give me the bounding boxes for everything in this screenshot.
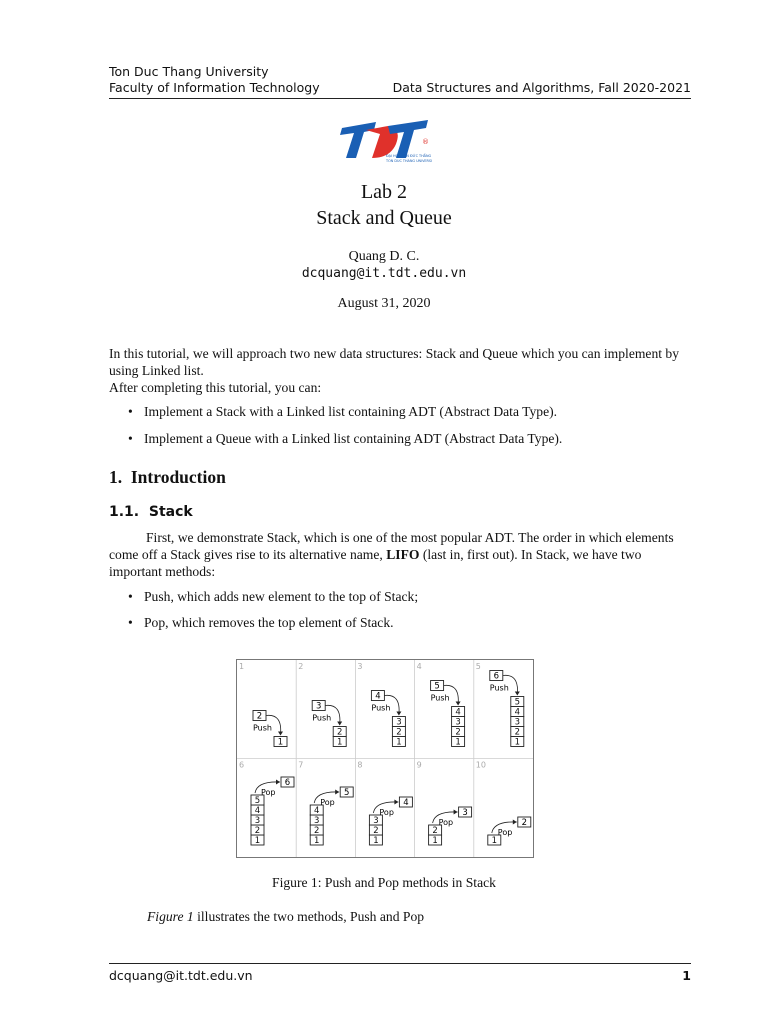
- stack-box-label: 5: [254, 796, 261, 806]
- stack-box-label: 2: [336, 727, 343, 738]
- logo-subtitle-2: TON DUC THANG UNIVERSITY: [386, 159, 432, 163]
- subsection-heading: [109, 504, 193, 520]
- bullet-dot: •: [128, 431, 133, 446]
- panel-9: [417, 761, 472, 847]
- pop-label: Pop: [497, 828, 513, 837]
- stack-bullet-2: [128, 615, 394, 631]
- section-heading: [109, 467, 226, 488]
- logo-subtitle-1: ĐẠI HỌC TÔN ĐỨC THẮNG: [386, 154, 432, 158]
- panel-number: 8: [357, 760, 363, 770]
- panel-3: [357, 662, 405, 748]
- stack-box-label: 1: [277, 737, 284, 748]
- intro-bullet-1: [128, 404, 558, 420]
- stack-box-label: 1: [432, 836, 438, 846]
- logo-registered-mark: ®: [422, 138, 429, 146]
- author-name: Quang D. C.: [348, 249, 420, 264]
- header-university: Ton Duc Thang University: [109, 64, 269, 79]
- stack-bullet-1: [128, 589, 419, 605]
- stack-box-label: 4: [455, 707, 461, 718]
- stack-box-label: 3: [254, 816, 261, 826]
- stack-paragraph-part1: First, we demonstrate Stack, which is one of the most popular ADT. The order in which elements come off a Stack gives rise to its alternative name,: [109, 530, 674, 562]
- popped-item-label: 4: [403, 798, 409, 808]
- stack-box-label: 2: [455, 727, 461, 738]
- tdt-logo-graphic: [336, 118, 432, 164]
- push-arrowhead: [515, 692, 520, 696]
- popped-item-label: 2: [521, 818, 528, 828]
- panel-10: [476, 761, 531, 847]
- intro-after: After completing this tutorial, you can:: [109, 380, 322, 395]
- stack-box-label: 2: [514, 727, 521, 738]
- panel-2: [298, 662, 346, 748]
- stack-box-label: 4: [254, 806, 261, 816]
- stack-figure-graphic: [237, 660, 533, 857]
- panel-5: [476, 662, 524, 748]
- intro-bullet-2: [128, 431, 563, 447]
- popped-item-label: 6: [284, 778, 291, 788]
- figure-ref-em: Figure 1: [147, 909, 194, 924]
- push-arrowhead: [396, 712, 401, 716]
- stack-box-label: 5: [514, 697, 521, 708]
- pop-arrowhead: [335, 790, 339, 795]
- panel-number: 9: [416, 760, 422, 770]
- bullet-text: Pop, which removes the top element of Stack.: [144, 615, 394, 630]
- panel-number: 10: [475, 760, 486, 770]
- panel-7: [298, 761, 353, 847]
- pushed-item-label: 5: [434, 681, 440, 692]
- pop-label: Pop: [261, 788, 276, 797]
- author-email: dcquang@it.tdt.edu.vn: [301, 266, 467, 281]
- stack-box-label: 1: [514, 737, 521, 748]
- panel-number: 1: [239, 662, 245, 671]
- stack-box-label: 1: [336, 737, 343, 748]
- lifo-term: LIFO: [386, 547, 420, 562]
- page-number: 1: [682, 968, 691, 983]
- figure-caption: Figure 1: Push and Pop methods in Stack: [272, 875, 496, 890]
- push-label: Push: [371, 703, 391, 713]
- panel-number: 3: [357, 662, 363, 671]
- panel-number: 4: [416, 662, 422, 671]
- intro-paragraph: In this tutorial, we will approach two new data structures: Stack and Queue which you can implement by using Linked list.: [109, 346, 680, 378]
- bullet-dot: •: [128, 589, 133, 604]
- stack-box-label: 3: [396, 717, 402, 728]
- header-rule: [109, 98, 691, 99]
- stack-box-label: 1: [373, 836, 379, 846]
- panel-6: [239, 761, 294, 847]
- title-line1: Lab 2: [360, 181, 408, 203]
- figure-reference: [147, 908, 687, 925]
- footer-rule: [109, 963, 691, 964]
- stack-box-label: 3: [373, 816, 379, 826]
- panel-8: [357, 761, 412, 847]
- bullet-text: Implement a Queue with a Linked list containing ADT (Abstract Data Type).: [144, 431, 563, 446]
- push-arrowhead: [456, 702, 461, 706]
- bullet-dot: •: [128, 404, 133, 419]
- push-arrowhead: [337, 722, 342, 726]
- pop-arrowhead: [276, 780, 280, 785]
- popped-item-label: 5: [343, 788, 350, 798]
- pushed-item-label: 2: [256, 711, 263, 722]
- stack-box-label: 3: [313, 816, 320, 826]
- title-line2: Stack and Queue: [316, 207, 452, 229]
- panel-1: [239, 662, 287, 748]
- subsection-title: Stack: [148, 504, 193, 520]
- stack-box-label: 1: [254, 836, 261, 846]
- bullet-dot: •: [128, 615, 133, 630]
- panel-number: 6: [239, 760, 245, 770]
- header-course: Data Structures and Algorithms, Fall 2020-2021: [392, 80, 691, 95]
- pop-label: Pop: [379, 808, 394, 817]
- push-label: Push: [489, 683, 509, 693]
- pushed-item-label: 6: [493, 671, 500, 682]
- stack-paragraph: [109, 529, 691, 580]
- stack-box-label: 1: [396, 737, 402, 748]
- stack-box-label: 2: [254, 826, 261, 836]
- pop-label: Pop: [320, 798, 335, 807]
- push-arrowhead: [278, 732, 283, 736]
- bullet-text: Push, which adds new element to the top of Stack;: [144, 589, 419, 604]
- section-number: 1.: [109, 467, 123, 487]
- header-faculty: Faculty of Information Technology: [109, 80, 320, 95]
- logo-letter-t1: [340, 122, 376, 158]
- stack-box-label: 3: [455, 717, 461, 728]
- pop-arrowhead: [513, 820, 517, 825]
- push-label: Push: [430, 693, 450, 703]
- tdt-logo: [336, 118, 432, 164]
- panel-4: [417, 662, 465, 748]
- pushed-item-label: 4: [375, 691, 381, 702]
- stack-box-label: 1: [313, 836, 320, 846]
- bullet-text: Implement a Stack with a Linked list containing ADT (Abstract Data Type).: [144, 404, 558, 419]
- stack-box-label: 1: [455, 737, 461, 748]
- stack-box-label: 2: [373, 826, 379, 836]
- push-label: Push: [253, 723, 272, 733]
- author-date: August 31, 2020: [337, 296, 431, 311]
- panel-number: 7: [298, 760, 304, 770]
- stack-box-label: 4: [514, 707, 521, 718]
- stack-box-label: 3: [514, 717, 521, 728]
- stack-figure: [236, 659, 534, 858]
- panel-number: 5: [475, 662, 481, 671]
- stack-box-label: 2: [396, 727, 402, 738]
- push-label: Push: [312, 713, 332, 723]
- popped-item-label: 3: [462, 808, 468, 818]
- stack-box-label: 1: [491, 836, 498, 846]
- section-title: Introduction: [130, 467, 226, 487]
- subsection-number: 1.1.: [109, 504, 140, 520]
- pop-label: Pop: [438, 818, 454, 827]
- pushed-item-label: 3: [315, 701, 322, 712]
- stack-box-label: 2: [313, 826, 320, 836]
- figure-ref-text: illustrates the two methods, Push and Pop: [197, 909, 425, 924]
- pop-arrowhead: [394, 800, 398, 805]
- stack-box-label: 4: [313, 806, 320, 816]
- stack-paragraph-part2: (last in, first out). In Stack, we have two important methods:: [109, 547, 642, 579]
- pop-arrowhead: [454, 810, 458, 815]
- stack-box-label: 2: [432, 826, 438, 836]
- footer-email: dcquang@it.tdt.edu.vn: [109, 968, 253, 983]
- panel-number: 2: [298, 662, 304, 671]
